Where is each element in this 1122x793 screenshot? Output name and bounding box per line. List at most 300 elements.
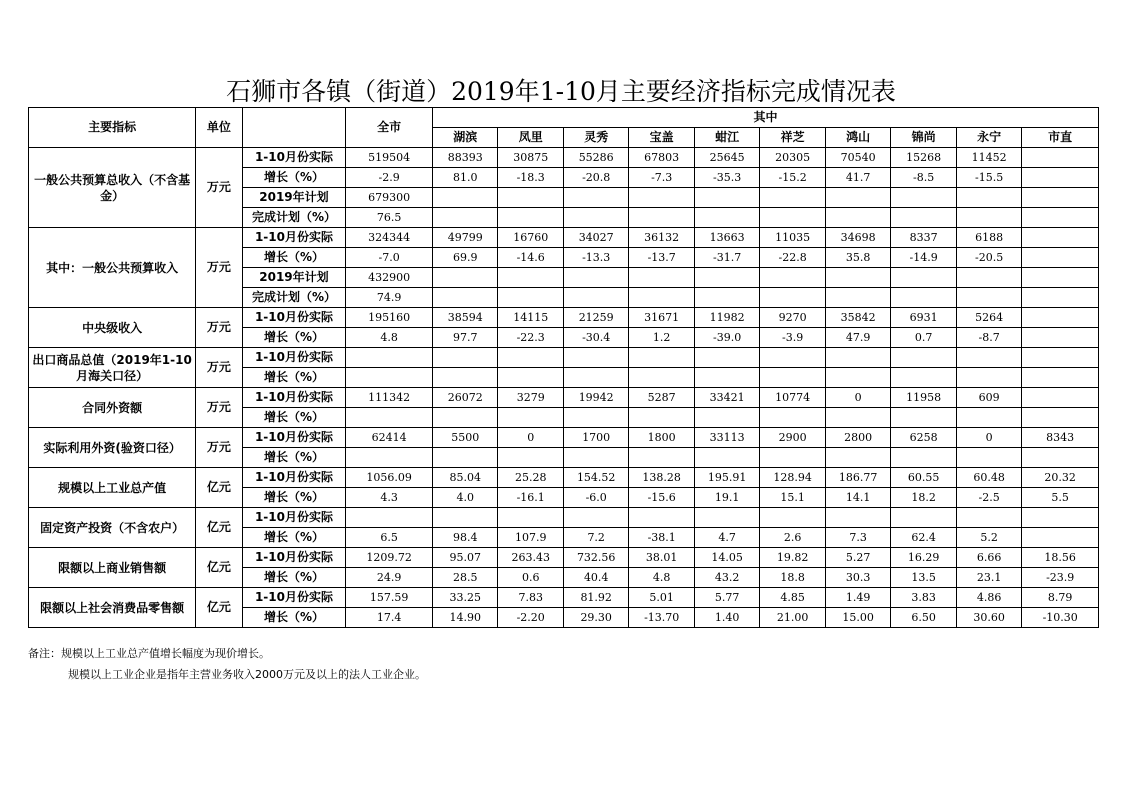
town-value bbox=[432, 368, 497, 388]
indicator-name: 限额以上商业销售额 bbox=[29, 548, 196, 588]
town-value: -14.6 bbox=[498, 248, 563, 268]
town-value: 10774 bbox=[760, 388, 825, 408]
town-value bbox=[1022, 248, 1099, 268]
table-row bbox=[29, 428, 1099, 448]
town-value: 25.28 bbox=[498, 468, 563, 488]
table-row bbox=[29, 228, 1099, 248]
table-row bbox=[29, 508, 1099, 528]
town-value: 609 bbox=[956, 388, 1021, 408]
row-label: 完成计划（%） bbox=[242, 208, 346, 228]
city-value: 74.9 bbox=[346, 288, 433, 308]
town-value: 60.48 bbox=[956, 468, 1021, 488]
header-town: 灵秀 bbox=[563, 128, 628, 148]
city-value: -7.0 bbox=[346, 248, 433, 268]
town-value bbox=[694, 508, 759, 528]
town-value bbox=[1022, 348, 1099, 368]
town-value bbox=[760, 288, 825, 308]
town-value: 62.4 bbox=[891, 528, 956, 548]
indicator-name: 限额以上社会消费品零售额 bbox=[29, 588, 196, 628]
indicator-name: 一般公共预算总收入（不含基金） bbox=[29, 148, 196, 228]
town-value: 14115 bbox=[498, 308, 563, 328]
row-label: 增长（%） bbox=[242, 248, 346, 268]
town-value bbox=[1022, 188, 1099, 208]
town-value: 195.91 bbox=[694, 468, 759, 488]
town-value bbox=[498, 408, 563, 428]
town-value: 18.2 bbox=[891, 488, 956, 508]
town-value: 5.5 bbox=[1022, 488, 1099, 508]
town-value: -20.5 bbox=[956, 248, 1021, 268]
indicator-unit: 万元 bbox=[196, 388, 242, 428]
town-value: 263.43 bbox=[498, 548, 563, 568]
row-label: 1-10月份实际 bbox=[242, 308, 346, 328]
town-value: -2.5 bbox=[956, 488, 1021, 508]
city-value bbox=[346, 348, 433, 368]
town-value: -30.4 bbox=[563, 328, 628, 348]
town-value bbox=[432, 508, 497, 528]
town-value: 67803 bbox=[629, 148, 694, 168]
row-label: 1-10月份实际 bbox=[242, 348, 346, 368]
city-value bbox=[346, 408, 433, 428]
town-value: 88393 bbox=[432, 148, 497, 168]
town-value bbox=[956, 268, 1021, 288]
town-value: 5.01 bbox=[629, 588, 694, 608]
town-value bbox=[629, 448, 694, 468]
city-value: 4.8 bbox=[346, 328, 433, 348]
town-value: 23.1 bbox=[956, 568, 1021, 588]
town-value bbox=[432, 188, 497, 208]
row-label: 1-10月份实际 bbox=[242, 428, 346, 448]
town-value: 18.8 bbox=[760, 568, 825, 588]
town-value bbox=[629, 208, 694, 228]
town-value: 21.00 bbox=[760, 608, 825, 628]
town-value bbox=[891, 208, 956, 228]
town-value bbox=[563, 408, 628, 428]
town-value bbox=[629, 348, 694, 368]
town-value: 30875 bbox=[498, 148, 563, 168]
city-value: 111342 bbox=[346, 388, 433, 408]
town-value bbox=[498, 508, 563, 528]
town-value: 81.92 bbox=[563, 588, 628, 608]
town-value bbox=[956, 208, 1021, 228]
town-value: 5.2 bbox=[956, 528, 1021, 548]
town-value bbox=[498, 268, 563, 288]
row-label: 1-10月份实际 bbox=[242, 468, 346, 488]
town-value bbox=[694, 188, 759, 208]
town-value bbox=[1022, 308, 1099, 328]
town-value: -2.20 bbox=[498, 608, 563, 628]
row-label: 完成计划（%） bbox=[242, 288, 346, 308]
town-value: 33.25 bbox=[432, 588, 497, 608]
town-value: -22.3 bbox=[498, 328, 563, 348]
row-label: 增长（%） bbox=[242, 528, 346, 548]
town-value bbox=[694, 368, 759, 388]
town-value bbox=[760, 188, 825, 208]
town-value bbox=[1022, 168, 1099, 188]
town-value bbox=[760, 508, 825, 528]
city-value: 6.5 bbox=[346, 528, 433, 548]
city-value: 519504 bbox=[346, 148, 433, 168]
town-value: 69.9 bbox=[432, 248, 497, 268]
city-value: 17.4 bbox=[346, 608, 433, 628]
row-label: 增长（%） bbox=[242, 168, 346, 188]
town-value bbox=[956, 508, 1021, 528]
town-value: 1800 bbox=[629, 428, 694, 448]
town-value: 20305 bbox=[760, 148, 825, 168]
town-value bbox=[760, 408, 825, 428]
town-value bbox=[498, 348, 563, 368]
table-row bbox=[29, 388, 1099, 408]
town-value bbox=[629, 188, 694, 208]
town-value: 15268 bbox=[891, 148, 956, 168]
town-value: 19.82 bbox=[760, 548, 825, 568]
town-value: 35.8 bbox=[825, 248, 890, 268]
header-town: 蚶江 bbox=[694, 128, 759, 148]
town-value bbox=[891, 508, 956, 528]
row-label: 2019年计划 bbox=[242, 188, 346, 208]
town-value bbox=[432, 208, 497, 228]
town-value: -13.70 bbox=[629, 608, 694, 628]
town-value: 18.56 bbox=[1022, 548, 1099, 568]
town-value: 14.1 bbox=[825, 488, 890, 508]
row-label: 1-10月份实际 bbox=[242, 548, 346, 568]
town-value bbox=[432, 268, 497, 288]
header-town: 锦尚 bbox=[891, 128, 956, 148]
header-town: 湖滨 bbox=[432, 128, 497, 148]
town-value: 3.83 bbox=[891, 588, 956, 608]
row-label: 增长（%） bbox=[242, 448, 346, 468]
row-label: 1-10月份实际 bbox=[242, 508, 346, 528]
town-value: 5287 bbox=[629, 388, 694, 408]
indicator-unit: 万元 bbox=[196, 148, 242, 228]
town-value: 14.90 bbox=[432, 608, 497, 628]
town-value bbox=[825, 368, 890, 388]
town-value: 31671 bbox=[629, 308, 694, 328]
town-value bbox=[956, 368, 1021, 388]
indicator-unit: 万元 bbox=[196, 228, 242, 308]
town-value bbox=[629, 508, 694, 528]
town-value bbox=[432, 448, 497, 468]
town-value: -20.8 bbox=[563, 168, 628, 188]
city-value bbox=[346, 508, 433, 528]
town-value: 7.2 bbox=[563, 528, 628, 548]
town-value bbox=[760, 368, 825, 388]
town-value: -13.7 bbox=[629, 248, 694, 268]
town-value: 49799 bbox=[432, 228, 497, 248]
table-row bbox=[29, 308, 1099, 328]
note-line: 规模以上工业企业是指年主营业务收入2000万元及以上的法人工业企业。 bbox=[68, 668, 426, 681]
town-value bbox=[1022, 288, 1099, 308]
town-value bbox=[694, 348, 759, 368]
town-value bbox=[825, 408, 890, 428]
header-city: 全市 bbox=[346, 108, 433, 148]
town-value: 15.1 bbox=[760, 488, 825, 508]
town-value: 7.3 bbox=[825, 528, 890, 548]
indicator-name: 合同外资额 bbox=[29, 388, 196, 428]
town-value: 128.94 bbox=[760, 468, 825, 488]
town-value bbox=[1022, 368, 1099, 388]
indicator-unit: 万元 bbox=[196, 428, 242, 468]
town-value: 21259 bbox=[563, 308, 628, 328]
town-value: -38.1 bbox=[629, 528, 694, 548]
city-value: 157.59 bbox=[346, 588, 433, 608]
town-value: 6258 bbox=[891, 428, 956, 448]
indicator-name: 规模以上工业总产值 bbox=[29, 468, 196, 508]
town-value: -3.9 bbox=[760, 328, 825, 348]
town-value bbox=[1022, 388, 1099, 408]
town-value bbox=[825, 208, 890, 228]
town-value bbox=[891, 348, 956, 368]
town-value: 38594 bbox=[432, 308, 497, 328]
header-town: 凤里 bbox=[498, 128, 563, 148]
town-value: 70540 bbox=[825, 148, 890, 168]
indicator-name: 实际利用外资(验资口径） bbox=[29, 428, 196, 468]
town-value: -10.30 bbox=[1022, 608, 1099, 628]
town-value bbox=[825, 348, 890, 368]
town-value: 25645 bbox=[694, 148, 759, 168]
town-value: 1.2 bbox=[629, 328, 694, 348]
header-indicator: 主要指标 bbox=[29, 108, 196, 148]
town-value: 97.7 bbox=[432, 328, 497, 348]
town-value: 11035 bbox=[760, 228, 825, 248]
city-value: 195160 bbox=[346, 308, 433, 328]
header-unit: 单位 bbox=[196, 108, 242, 148]
town-value bbox=[498, 368, 563, 388]
town-value: 0.6 bbox=[498, 568, 563, 588]
indicator-unit: 亿元 bbox=[196, 588, 242, 628]
town-value: 4.85 bbox=[760, 588, 825, 608]
town-value bbox=[629, 368, 694, 388]
town-value: 35842 bbox=[825, 308, 890, 328]
town-value bbox=[694, 208, 759, 228]
town-value: 16760 bbox=[498, 228, 563, 248]
town-value: 33421 bbox=[694, 388, 759, 408]
town-value: 1.40 bbox=[694, 608, 759, 628]
town-value bbox=[432, 348, 497, 368]
town-value bbox=[825, 448, 890, 468]
town-value: -16.1 bbox=[498, 488, 563, 508]
town-value: 34698 bbox=[825, 228, 890, 248]
city-value: 1056.09 bbox=[346, 468, 433, 488]
row-label: 1-10月份实际 bbox=[242, 388, 346, 408]
town-value: 98.4 bbox=[432, 528, 497, 548]
city-value: 432900 bbox=[346, 268, 433, 288]
town-value: -31.7 bbox=[694, 248, 759, 268]
table-row bbox=[29, 548, 1099, 568]
table-row bbox=[29, 588, 1099, 608]
town-value: -15.2 bbox=[760, 168, 825, 188]
town-value bbox=[825, 288, 890, 308]
town-value bbox=[694, 448, 759, 468]
town-value: -15.6 bbox=[629, 488, 694, 508]
town-value: 2.6 bbox=[760, 528, 825, 548]
indicator-name: 中央级收入 bbox=[29, 308, 196, 348]
town-value: 2800 bbox=[825, 428, 890, 448]
town-value: 13663 bbox=[694, 228, 759, 248]
town-value bbox=[563, 508, 628, 528]
town-value bbox=[1022, 328, 1099, 348]
town-value bbox=[432, 408, 497, 428]
town-value: 30.3 bbox=[825, 568, 890, 588]
header-town: 永宁 bbox=[956, 128, 1021, 148]
town-value bbox=[629, 288, 694, 308]
town-value bbox=[629, 268, 694, 288]
city-value: 4.3 bbox=[346, 488, 433, 508]
header-among: 其中 bbox=[432, 108, 1098, 128]
town-value bbox=[498, 208, 563, 228]
town-value: 40.4 bbox=[563, 568, 628, 588]
town-value bbox=[1022, 408, 1099, 428]
town-value: 6.66 bbox=[956, 548, 1021, 568]
note-line: 备注：规模以上工业总产值增长幅度为现价增长。 bbox=[28, 647, 270, 660]
town-value bbox=[1022, 148, 1099, 168]
town-value: -6.0 bbox=[563, 488, 628, 508]
town-value bbox=[891, 368, 956, 388]
town-value: 1.49 bbox=[825, 588, 890, 608]
page-title: 石狮市各镇（街道）2019年1-10月主要经济指标完成情况表 bbox=[226, 77, 896, 106]
town-value: 6.50 bbox=[891, 608, 956, 628]
town-value: 1700 bbox=[563, 428, 628, 448]
town-value: 60.55 bbox=[891, 468, 956, 488]
town-value bbox=[956, 188, 1021, 208]
indicator-name: 出口商品总值（2019年1-10月海关口径） bbox=[29, 348, 196, 388]
town-value bbox=[891, 448, 956, 468]
row-label: 增长（%） bbox=[242, 568, 346, 588]
town-value bbox=[1022, 208, 1099, 228]
town-value: 30.60 bbox=[956, 608, 1021, 628]
town-value: -35.3 bbox=[694, 168, 759, 188]
town-value: 186.77 bbox=[825, 468, 890, 488]
town-value: 81.0 bbox=[432, 168, 497, 188]
town-value: -14.9 bbox=[891, 248, 956, 268]
indicator-name: 其中：一般公共预算收入 bbox=[29, 228, 196, 308]
town-value bbox=[432, 288, 497, 308]
town-value bbox=[563, 368, 628, 388]
indicator-unit: 亿元 bbox=[196, 508, 242, 548]
town-value: 19.1 bbox=[694, 488, 759, 508]
row-label: 增长（%） bbox=[242, 368, 346, 388]
town-value: 4.7 bbox=[694, 528, 759, 548]
town-value: 2900 bbox=[760, 428, 825, 448]
town-value: 20.32 bbox=[1022, 468, 1099, 488]
table-row bbox=[29, 468, 1099, 488]
town-value bbox=[760, 268, 825, 288]
town-value: -15.5 bbox=[956, 168, 1021, 188]
town-value bbox=[498, 448, 563, 468]
town-value: 33113 bbox=[694, 428, 759, 448]
city-value bbox=[346, 368, 433, 388]
indicator-unit: 万元 bbox=[196, 348, 242, 388]
town-value bbox=[563, 348, 628, 368]
indicator-unit: 亿元 bbox=[196, 468, 242, 508]
row-label: 1-10月份实际 bbox=[242, 148, 346, 168]
city-value: 1209.72 bbox=[346, 548, 433, 568]
town-value: -8.5 bbox=[891, 168, 956, 188]
town-value: 0 bbox=[825, 388, 890, 408]
town-value bbox=[825, 188, 890, 208]
town-value: 4.8 bbox=[629, 568, 694, 588]
town-value: 107.9 bbox=[498, 528, 563, 548]
city-value: 76.5 bbox=[346, 208, 433, 228]
town-value bbox=[694, 268, 759, 288]
header-town: 市直 bbox=[1022, 128, 1099, 148]
town-value bbox=[563, 268, 628, 288]
notes bbox=[28, 643, 426, 685]
town-value: -18.3 bbox=[498, 168, 563, 188]
town-value: 41.7 bbox=[825, 168, 890, 188]
town-value: 732.56 bbox=[563, 548, 628, 568]
town-value: 5.77 bbox=[694, 588, 759, 608]
header-town: 宝盖 bbox=[629, 128, 694, 148]
town-value bbox=[956, 348, 1021, 368]
town-value: 19942 bbox=[563, 388, 628, 408]
town-value: 28.5 bbox=[432, 568, 497, 588]
town-value bbox=[694, 288, 759, 308]
town-value bbox=[760, 348, 825, 368]
city-value: 679300 bbox=[346, 188, 433, 208]
town-value: 26072 bbox=[432, 388, 497, 408]
indicator-name: 固定资产投资（不含农户） bbox=[29, 508, 196, 548]
town-value: 8337 bbox=[891, 228, 956, 248]
town-value: 7.83 bbox=[498, 588, 563, 608]
town-value: 6188 bbox=[956, 228, 1021, 248]
town-value: 13.5 bbox=[891, 568, 956, 588]
town-value: 8343 bbox=[1022, 428, 1099, 448]
row-label: 增长（%） bbox=[242, 408, 346, 428]
town-value: 11452 bbox=[956, 148, 1021, 168]
town-value bbox=[956, 448, 1021, 468]
town-value: 4.86 bbox=[956, 588, 1021, 608]
indicator-unit: 万元 bbox=[196, 308, 242, 348]
town-value bbox=[1022, 528, 1099, 548]
town-value: 9270 bbox=[760, 308, 825, 328]
town-value bbox=[563, 208, 628, 228]
town-value: 0.7 bbox=[891, 328, 956, 348]
town-value bbox=[956, 288, 1021, 308]
town-value: -39.0 bbox=[694, 328, 759, 348]
row-label: 增长（%） bbox=[242, 488, 346, 508]
town-value bbox=[563, 288, 628, 308]
header-town: 鸿山 bbox=[825, 128, 890, 148]
town-value: 43.2 bbox=[694, 568, 759, 588]
town-value bbox=[498, 188, 563, 208]
town-value bbox=[563, 188, 628, 208]
town-value: 29.30 bbox=[563, 608, 628, 628]
town-value bbox=[629, 408, 694, 428]
town-value bbox=[498, 288, 563, 308]
town-value: 6931 bbox=[891, 308, 956, 328]
town-value: 0 bbox=[498, 428, 563, 448]
town-value: 154.52 bbox=[563, 468, 628, 488]
town-value: 11958 bbox=[891, 388, 956, 408]
town-value bbox=[891, 408, 956, 428]
town-value: 11982 bbox=[694, 308, 759, 328]
city-value: -2.9 bbox=[346, 168, 433, 188]
town-value: 3279 bbox=[498, 388, 563, 408]
town-value: -8.7 bbox=[956, 328, 1021, 348]
town-value bbox=[891, 268, 956, 288]
town-value bbox=[891, 188, 956, 208]
town-value: 55286 bbox=[563, 148, 628, 168]
row-label: 1-10月份实际 bbox=[242, 588, 346, 608]
town-value bbox=[694, 408, 759, 428]
town-value: 5.27 bbox=[825, 548, 890, 568]
town-value bbox=[760, 208, 825, 228]
header-blank bbox=[242, 108, 346, 148]
table-row bbox=[29, 348, 1099, 368]
city-value bbox=[346, 448, 433, 468]
town-value: -23.9 bbox=[1022, 568, 1099, 588]
table-row bbox=[29, 148, 1099, 168]
